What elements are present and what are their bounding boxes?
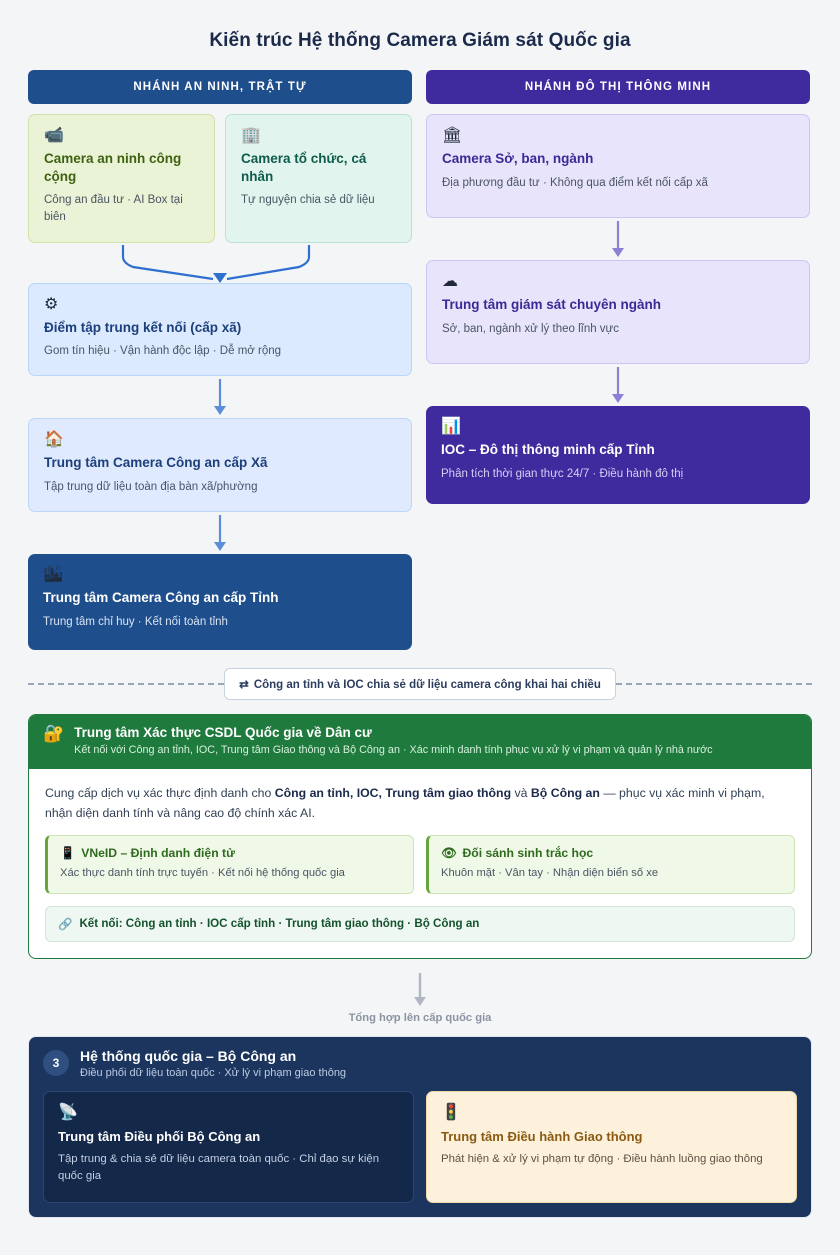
auth-body <box>29 769 811 958</box>
aggregate-arrow-group <box>28 973 812 1024</box>
arrow-sector-to-ioc <box>426 364 810 406</box>
card-title: Trung tâm Camera Công an cấp Xã <box>44 455 268 471</box>
card-subtitle: Trung tâm chỉ huy · Kết nối toàn tỉnh <box>43 615 228 628</box>
card-title: Camera Sở, ban, ngành <box>442 151 594 166</box>
card-connection-hub-commune[interactable] <box>28 283 412 377</box>
mobile-phone-icon: 📱 <box>60 846 76 861</box>
card-title: Trung tâm giám sát chuyên ngành <box>442 297 662 312</box>
card-title: Đối sánh sinh trắc học <box>462 846 594 861</box>
auth-subtitle: Kết nối với Công an tỉnh, IOC, Trung tâm Giao thông và Bộ Công an · Xác minh danh tính phục vụ xử lý vi phạm và quản lý nhà nước <box>74 744 713 757</box>
national-auth-block <box>28 714 812 959</box>
card-subtitle: Tập trung dữ liệu toàn địa bàn xã/phường <box>44 480 258 493</box>
auth-header <box>29 715 811 769</box>
card-title: IOC – Đô thị thông minh cấp Tỉnh <box>441 442 655 457</box>
page-title: Kiến trúc Hệ thống Camera Giám sát Quốc gia <box>209 30 631 51</box>
card-title: Camera an ninh công cộng <box>44 151 182 184</box>
arrow-down-icon <box>610 219 626 259</box>
card-title: Trung tâm Điều phối Bộ Công an <box>58 1128 261 1144</box>
auth-desc-part3: — phục vụ xác minh vi phạm, nhận diện danh tính và nâng cao độ chính xác AI. <box>45 785 765 821</box>
card-title-row <box>441 846 782 860</box>
two-way-arrows-icon: ⇄ <box>239 679 249 692</box>
branch-columns <box>28 70 812 650</box>
card-subtitle: Công an đầu tư · AI Box tại biên <box>44 194 183 224</box>
card-biometric-matching[interactable] <box>426 835 795 894</box>
card-title-row <box>60 846 401 860</box>
arrow-down-icon <box>212 377 228 417</box>
aggregate-caption: Tổng hợp lên cấp quốc gia <box>348 1011 492 1024</box>
link-icon: 🔗 <box>58 917 73 931</box>
card-title: Điểm tập trung kết nối (cấp xã) <box>44 319 242 335</box>
merge-arrow-icon <box>28 243 412 283</box>
card-subtitle: Khuôn mặt · Vân tay · Nhận diện biển số xe <box>441 867 659 880</box>
card-commune-police-camera-center[interactable] <box>28 418 412 512</box>
card-subtitle: Xác thực danh tính trực tuyến · Kết nối hệ thống quốc gia <box>60 867 345 880</box>
card-private-org-camera[interactable] <box>225 114 412 243</box>
card-province-police-camera-center[interactable] <box>28 554 412 650</box>
auth-description <box>45 783 795 824</box>
arrow-down-icon <box>412 973 428 1007</box>
city-icon: 🏙 <box>43 566 64 584</box>
auth-desc-bold1: Công an tỉnh, IOC, Trung tâm giao thông <box>274 785 512 800</box>
city-branch-header: NHÁNH ĐÔ THỊ THÔNG MINH <box>426 70 810 104</box>
share-pill-label: Công an tỉnh và IOC chia sẻ dữ liệu camera công khai hai chiều <box>253 679 601 692</box>
card-department-camera[interactable] <box>426 114 810 218</box>
card-traffic-operations-center[interactable] <box>426 1091 797 1203</box>
dashed-line-right <box>616 683 812 685</box>
arrow-down-icon <box>610 365 626 405</box>
share-pill[interactable] <box>224 668 616 700</box>
national-system-block <box>28 1036 812 1218</box>
office-building-icon: 🏢 <box>241 127 261 144</box>
card-subtitle: Địa phương đầu tư · Không qua điểm kết nối cấp xã <box>442 176 708 189</box>
auth-connections-label: Kết nối: Công an tỉnh · IOC cấp tỉnh · Trung tâm giao thông · Bộ Công an <box>79 917 480 931</box>
card-sector-monitoring-center[interactable] <box>426 260 810 364</box>
eye-icon: 👁 <box>441 846 457 861</box>
card-title: Camera tổ chức, cá nhân <box>241 151 367 184</box>
cloud-icon: ☁ <box>442 273 458 290</box>
auth-connections-row <box>45 906 795 942</box>
traffic-light-icon: 🚦 <box>441 1103 461 1121</box>
bank-icon: 🏛 <box>442 127 463 144</box>
national-cards <box>29 1091 811 1217</box>
chart-icon: 📊 <box>441 418 461 435</box>
auth-desc-part2: và <box>511 785 531 800</box>
arrow-hub-to-commune-center <box>28 376 412 418</box>
auth-desc-part1: Cung cấp dịch vụ xác thực định danh cho <box>45 785 275 800</box>
card-title: VNeID – Định danh điện tử <box>81 846 235 861</box>
card-subtitle: Gom tín hiệu · Vận hành độc lập · Dễ mở rộng <box>44 345 282 358</box>
national-title: Hệ thống quốc gia – Bộ Công an <box>80 1047 297 1064</box>
share-row <box>28 668 812 700</box>
card-vneid[interactable] <box>45 835 414 894</box>
card-ioc-smart-city-province[interactable] <box>426 406 810 504</box>
card-subtitle: Sở, ban, ngành xử lý theo lĩnh vực <box>442 322 620 335</box>
security-source-cards <box>28 114 412 243</box>
security-branch-column <box>28 70 412 650</box>
card-title: Trung tâm Camera Công an cấp Tỉnh <box>43 590 279 606</box>
auth-subcards <box>45 835 795 894</box>
smart-city-branch-column <box>426 70 810 504</box>
auth-desc-bold2: Bộ Công an <box>530 785 600 800</box>
security-branch-header: NHÁNH AN NINH, TRẬT TỰ <box>28 70 412 104</box>
arrow-down-icon <box>212 513 228 553</box>
arrow-commune-to-province <box>28 512 412 554</box>
merge-arrow-to-hub <box>28 243 412 283</box>
dashed-line-left <box>28 683 224 685</box>
video-camera-icon: 📹 <box>44 127 64 144</box>
gear-icon: ⚙ <box>44 295 59 313</box>
card-subtitle: Phân tích thời gian thực 24/7 · Điều hành đô thị <box>441 467 684 480</box>
card-subtitle: Phát hiện & xử lý vi phạm tự động · Điều hành luồng giao thông <box>441 1152 763 1165</box>
card-public-security-camera[interactable] <box>28 114 215 243</box>
card-subtitle: Tập trung & chia sẻ dữ liệu camera toàn quốc · Chỉ đạo sự kiện quốc gia <box>58 1152 380 1183</box>
card-ministry-coordination-center[interactable] <box>43 1091 414 1203</box>
house-icon: 🏠 <box>44 431 64 449</box>
arrow-department-to-sector-center <box>426 218 810 260</box>
national-subtitle: Điều phối dữ liệu toàn quốc · Xử lý vi phạm giao thông <box>80 1066 347 1079</box>
card-title: Trung tâm Điều hành Giao thông <box>441 1128 643 1144</box>
auth-title: Trung tâm Xác thực CSDL Quốc gia về Dân cư <box>74 725 372 741</box>
card-subtitle: Tự nguyện chia sẻ dữ liệu <box>241 194 375 207</box>
step-badge: 3 <box>43 1050 69 1076</box>
lock-icon: 🔐 <box>43 724 65 744</box>
satellite-dish-icon: 📡 <box>58 1103 78 1121</box>
national-header <box>29 1037 811 1091</box>
